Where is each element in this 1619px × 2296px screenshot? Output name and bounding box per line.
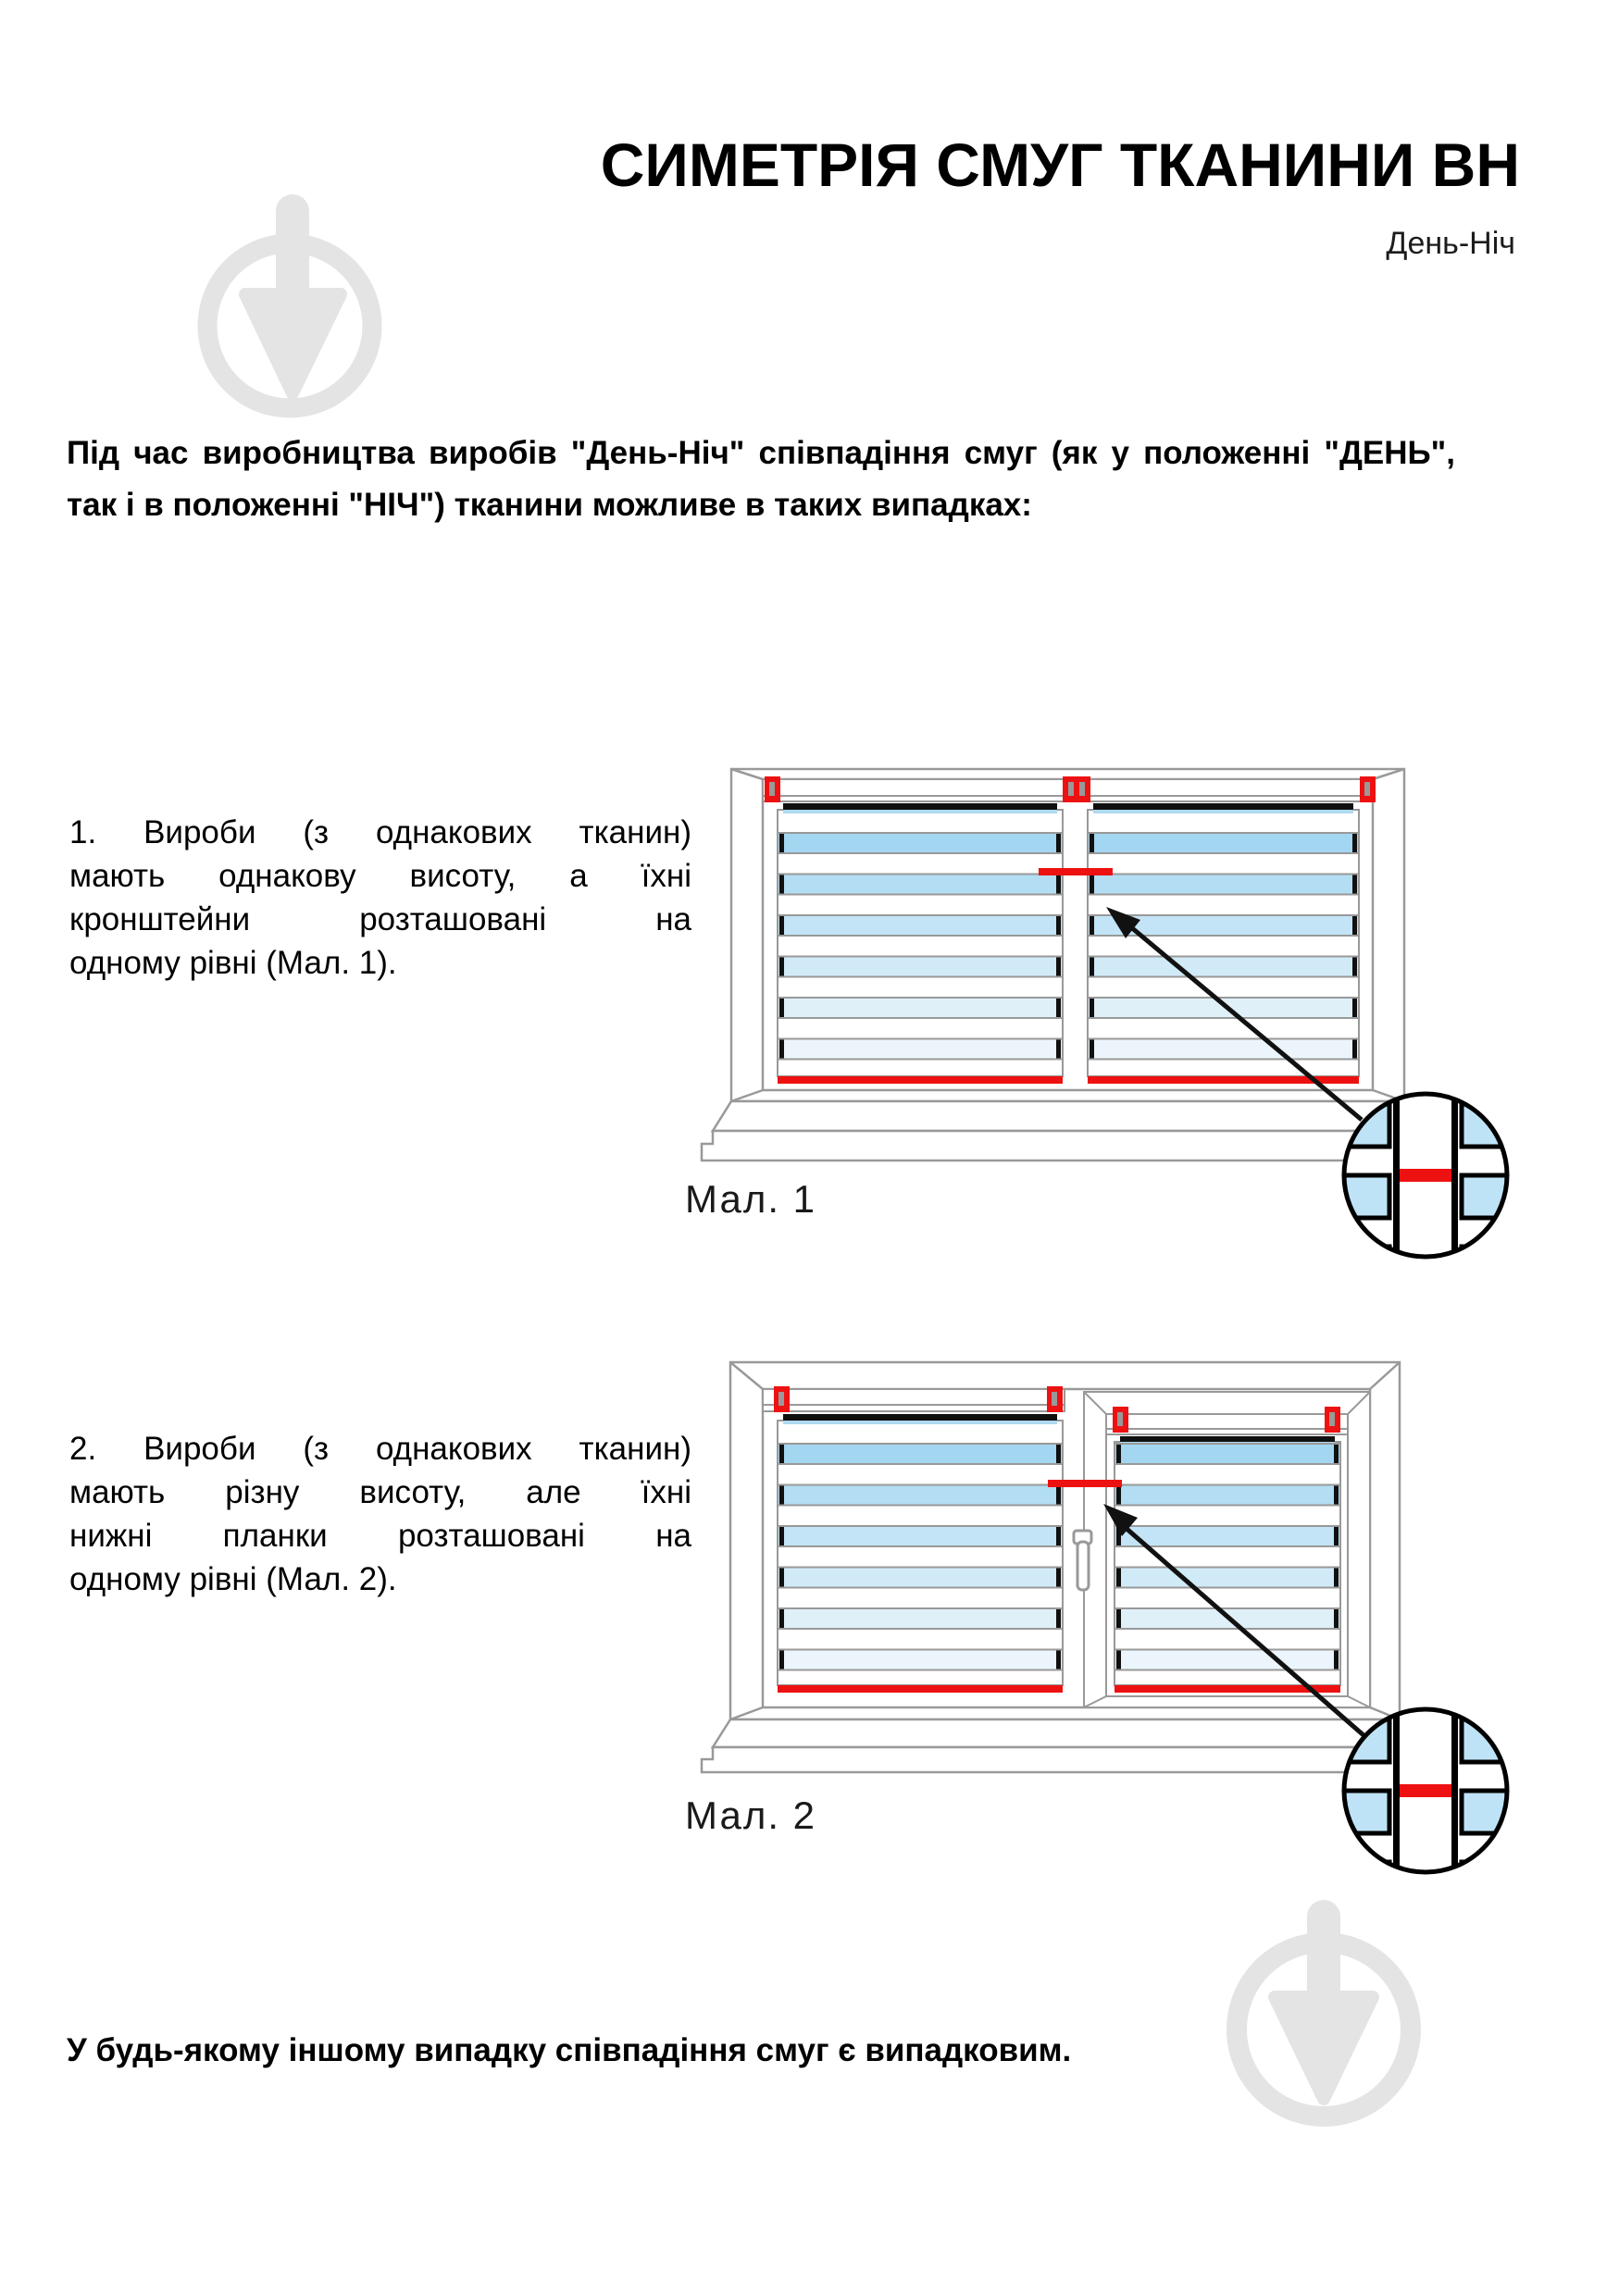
figure-2-caption: Мал. 2 (685, 1793, 817, 1837)
alignment-marker (1039, 868, 1113, 875)
item-2-paragraph: 2. Вироби (з однакових тканин) мають різну висоту, але їхні нижні планки розташовані на одному рівні (Мал. 2). (69, 1431, 691, 1597)
right-blind (1115, 1436, 1340, 1693)
alignment-marker (1048, 1480, 1122, 1487)
right-blind (1088, 803, 1359, 1084)
left-cassette-rail (763, 1389, 1065, 1411)
footer-statement: У будь-якому іншому випадку співпадіння смуг є випадковим. (67, 2032, 1072, 2068)
window-handle (1074, 1531, 1091, 1590)
intro-line: Під час виробництва виробів "День-Ніч" співпадіння смуг (як у положенні "ДЕНЬ", (67, 435, 1455, 471)
item-1-paragraph: 1. Вироби (з однакових тканин) мають однакову висоту, а їхні кронштейни розташовані на одному рівні (Мал. 1). (69, 814, 691, 981)
figure-1-caption: Мал. 1 (685, 1177, 817, 1221)
page-subtitle: День-Ніч (1386, 226, 1515, 261)
left-blind (778, 1414, 1063, 1693)
brand-watermark-icon (185, 185, 398, 435)
window-sill (702, 1719, 1400, 1772)
right-cassette-rail (1106, 1414, 1348, 1434)
window-sill (702, 1101, 1404, 1160)
brand-watermark-icon (1217, 1888, 1430, 2138)
left-blind (778, 803, 1063, 1084)
page-title: СИМЕТРІЯ СМУГ ТКАНИНИ ВН (600, 130, 1520, 199)
intro-paragraph (67, 428, 1455, 531)
intro-line: так і в положенні "НІЧ") тканини можливе в таких випадках: (67, 487, 1032, 523)
